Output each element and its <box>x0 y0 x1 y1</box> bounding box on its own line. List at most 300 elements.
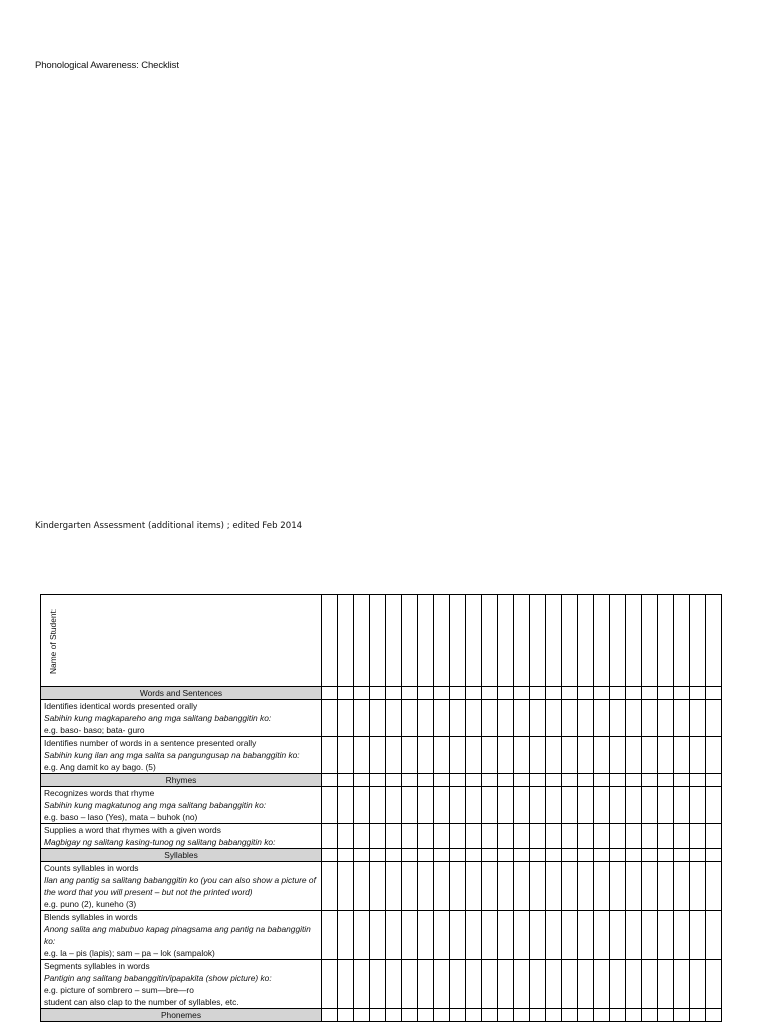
student-check-cell[interactable] <box>706 700 722 737</box>
student-check-cell[interactable] <box>434 1009 450 1022</box>
student-check-cell[interactable] <box>530 849 546 862</box>
student-check-cell[interactable] <box>658 824 674 849</box>
student-check-cell[interactable] <box>338 824 354 849</box>
student-check-cell[interactable] <box>578 787 594 824</box>
student-check-cell[interactable] <box>338 774 354 787</box>
student-check-cell[interactable] <box>690 824 706 849</box>
student-check-cell[interactable] <box>498 849 514 862</box>
student-check-cell[interactable] <box>514 862 530 911</box>
student-check-cell[interactable] <box>482 687 498 700</box>
student-check-cell[interactable] <box>434 700 450 737</box>
student-check-cell[interactable] <box>338 787 354 824</box>
student-check-cell[interactable] <box>562 787 578 824</box>
student-check-cell[interactable] <box>626 849 642 862</box>
student-check-cell[interactable] <box>466 737 482 774</box>
student-check-cell[interactable] <box>386 700 402 737</box>
student-check-cell[interactable] <box>546 687 562 700</box>
student-check-cell[interactable] <box>578 960 594 1009</box>
student-check-cell[interactable] <box>690 700 706 737</box>
student-check-cell[interactable] <box>578 774 594 787</box>
student-check-cell[interactable] <box>658 687 674 700</box>
student-check-cell[interactable] <box>530 824 546 849</box>
student-check-cell[interactable] <box>466 862 482 911</box>
student-check-cell[interactable] <box>466 849 482 862</box>
student-check-cell[interactable] <box>498 774 514 787</box>
student-check-cell[interactable] <box>370 849 386 862</box>
student-check-cell[interactable] <box>626 595 642 687</box>
student-check-cell[interactable] <box>594 700 610 737</box>
student-check-cell[interactable] <box>514 737 530 774</box>
student-check-cell[interactable] <box>386 687 402 700</box>
student-check-cell[interactable] <box>530 737 546 774</box>
student-check-cell[interactable] <box>626 700 642 737</box>
student-check-cell[interactable] <box>498 824 514 849</box>
student-check-cell[interactable] <box>322 787 338 824</box>
student-check-cell[interactable] <box>482 700 498 737</box>
student-check-cell[interactable] <box>370 595 386 687</box>
student-check-cell[interactable] <box>674 737 690 774</box>
student-check-cell[interactable] <box>578 849 594 862</box>
student-check-cell[interactable] <box>354 687 370 700</box>
student-check-cell[interactable] <box>322 774 338 787</box>
student-check-cell[interactable] <box>418 911 434 960</box>
student-check-cell[interactable] <box>322 960 338 1009</box>
student-check-cell[interactable] <box>354 960 370 1009</box>
student-check-cell[interactable] <box>578 595 594 687</box>
student-check-cell[interactable] <box>322 862 338 911</box>
student-check-cell[interactable] <box>594 595 610 687</box>
student-check-cell[interactable] <box>642 595 658 687</box>
student-check-cell[interactable] <box>450 737 466 774</box>
student-check-cell[interactable] <box>610 595 626 687</box>
student-check-cell[interactable] <box>338 595 354 687</box>
student-check-cell[interactable] <box>434 849 450 862</box>
student-check-cell[interactable] <box>658 911 674 960</box>
student-check-cell[interactable] <box>642 687 658 700</box>
student-check-cell[interactable] <box>322 687 338 700</box>
student-check-cell[interactable] <box>658 595 674 687</box>
student-check-cell[interactable] <box>642 911 658 960</box>
student-check-cell[interactable] <box>450 595 466 687</box>
student-check-cell[interactable] <box>562 911 578 960</box>
student-check-cell[interactable] <box>530 960 546 1009</box>
student-check-cell[interactable] <box>466 774 482 787</box>
student-check-cell[interactable] <box>546 862 562 911</box>
student-check-cell[interactable] <box>322 824 338 849</box>
student-check-cell[interactable] <box>354 700 370 737</box>
student-check-cell[interactable] <box>578 911 594 960</box>
student-check-cell[interactable] <box>610 700 626 737</box>
student-check-cell[interactable] <box>578 687 594 700</box>
student-check-cell[interactable] <box>402 862 418 911</box>
student-check-cell[interactable] <box>610 911 626 960</box>
student-check-cell[interactable] <box>626 960 642 1009</box>
student-check-cell[interactable] <box>706 849 722 862</box>
student-check-cell[interactable] <box>530 595 546 687</box>
student-check-cell[interactable] <box>402 687 418 700</box>
student-check-cell[interactable] <box>578 1009 594 1022</box>
student-check-cell[interactable] <box>658 960 674 1009</box>
student-check-cell[interactable] <box>498 911 514 960</box>
student-check-cell[interactable] <box>690 862 706 911</box>
student-check-cell[interactable] <box>626 774 642 787</box>
student-check-cell[interactable] <box>402 737 418 774</box>
student-check-cell[interactable] <box>354 774 370 787</box>
student-check-cell[interactable] <box>482 774 498 787</box>
student-check-cell[interactable] <box>386 1009 402 1022</box>
student-check-cell[interactable] <box>674 824 690 849</box>
student-check-cell[interactable] <box>690 911 706 960</box>
student-check-cell[interactable] <box>594 787 610 824</box>
student-check-cell[interactable] <box>658 737 674 774</box>
student-check-cell[interactable] <box>514 849 530 862</box>
student-check-cell[interactable] <box>450 1009 466 1022</box>
student-check-cell[interactable] <box>450 774 466 787</box>
student-check-cell[interactable] <box>338 737 354 774</box>
student-check-cell[interactable] <box>674 862 690 911</box>
student-check-cell[interactable] <box>626 911 642 960</box>
student-check-cell[interactable] <box>562 700 578 737</box>
student-check-cell[interactable] <box>386 849 402 862</box>
student-check-cell[interactable] <box>546 824 562 849</box>
student-check-cell[interactable] <box>418 1009 434 1022</box>
student-check-cell[interactable] <box>354 595 370 687</box>
student-check-cell[interactable] <box>690 1009 706 1022</box>
student-check-cell[interactable] <box>674 700 690 737</box>
student-check-cell[interactable] <box>482 787 498 824</box>
student-check-cell[interactable] <box>402 1009 418 1022</box>
student-check-cell[interactable] <box>338 687 354 700</box>
student-check-cell[interactable] <box>610 787 626 824</box>
student-check-cell[interactable] <box>594 687 610 700</box>
student-check-cell[interactable] <box>610 737 626 774</box>
student-check-cell[interactable] <box>706 774 722 787</box>
student-check-cell[interactable] <box>706 787 722 824</box>
student-check-cell[interactable] <box>482 1009 498 1022</box>
student-check-cell[interactable] <box>706 687 722 700</box>
student-check-cell[interactable] <box>530 911 546 960</box>
student-check-cell[interactable] <box>690 960 706 1009</box>
student-check-cell[interactable] <box>546 700 562 737</box>
student-check-cell[interactable] <box>594 1009 610 1022</box>
student-check-cell[interactable] <box>418 862 434 911</box>
student-check-cell[interactable] <box>674 849 690 862</box>
student-check-cell[interactable] <box>434 687 450 700</box>
student-check-cell[interactable] <box>530 862 546 911</box>
student-check-cell[interactable] <box>562 849 578 862</box>
student-check-cell[interactable] <box>386 862 402 911</box>
student-check-cell[interactable] <box>354 911 370 960</box>
student-check-cell[interactable] <box>450 911 466 960</box>
student-check-cell[interactable] <box>546 960 562 1009</box>
student-check-cell[interactable] <box>594 911 610 960</box>
student-check-cell[interactable] <box>482 849 498 862</box>
student-check-cell[interactable] <box>594 737 610 774</box>
student-check-cell[interactable] <box>418 849 434 862</box>
student-check-cell[interactable] <box>546 774 562 787</box>
student-check-cell[interactable] <box>322 911 338 960</box>
student-check-cell[interactable] <box>514 687 530 700</box>
student-check-cell[interactable] <box>434 595 450 687</box>
student-check-cell[interactable] <box>418 737 434 774</box>
student-check-cell[interactable] <box>514 774 530 787</box>
student-check-cell[interactable] <box>370 787 386 824</box>
student-check-cell[interactable] <box>642 824 658 849</box>
student-check-cell[interactable] <box>418 787 434 824</box>
student-check-cell[interactable] <box>610 1009 626 1022</box>
student-check-cell[interactable] <box>322 1009 338 1022</box>
student-check-cell[interactable] <box>386 737 402 774</box>
student-check-cell[interactable] <box>354 849 370 862</box>
student-check-cell[interactable] <box>578 700 594 737</box>
student-check-cell[interactable] <box>434 787 450 824</box>
student-check-cell[interactable] <box>370 824 386 849</box>
student-check-cell[interactable] <box>466 1009 482 1022</box>
student-check-cell[interactable] <box>626 1009 642 1022</box>
student-check-cell[interactable] <box>530 787 546 824</box>
student-check-cell[interactable] <box>658 787 674 824</box>
student-check-cell[interactable] <box>610 960 626 1009</box>
student-check-cell[interactable] <box>674 911 690 960</box>
student-check-cell[interactable] <box>450 960 466 1009</box>
student-check-cell[interactable] <box>562 774 578 787</box>
student-check-cell[interactable] <box>594 849 610 862</box>
student-check-cell[interactable] <box>498 687 514 700</box>
student-check-cell[interactable] <box>370 687 386 700</box>
student-check-cell[interactable] <box>466 960 482 1009</box>
student-check-cell[interactable] <box>642 849 658 862</box>
student-check-cell[interactable] <box>466 824 482 849</box>
student-check-cell[interactable] <box>594 960 610 1009</box>
student-check-cell[interactable] <box>370 911 386 960</box>
student-check-cell[interactable] <box>626 862 642 911</box>
student-check-cell[interactable] <box>562 824 578 849</box>
student-check-cell[interactable] <box>514 700 530 737</box>
student-check-cell[interactable] <box>690 849 706 862</box>
student-check-cell[interactable] <box>690 595 706 687</box>
student-check-cell[interactable] <box>706 737 722 774</box>
student-check-cell[interactable] <box>434 862 450 911</box>
student-check-cell[interactable] <box>642 700 658 737</box>
student-check-cell[interactable] <box>610 824 626 849</box>
student-check-cell[interactable] <box>642 862 658 911</box>
student-check-cell[interactable] <box>418 824 434 849</box>
student-check-cell[interactable] <box>402 787 418 824</box>
student-check-cell[interactable] <box>530 687 546 700</box>
student-check-cell[interactable] <box>402 700 418 737</box>
student-check-cell[interactable] <box>370 700 386 737</box>
student-check-cell[interactable] <box>690 774 706 787</box>
student-check-cell[interactable] <box>370 1009 386 1022</box>
student-check-cell[interactable] <box>434 911 450 960</box>
student-check-cell[interactable] <box>418 960 434 1009</box>
student-check-cell[interactable] <box>498 595 514 687</box>
student-check-cell[interactable] <box>466 687 482 700</box>
student-check-cell[interactable] <box>706 1009 722 1022</box>
student-check-cell[interactable] <box>482 911 498 960</box>
student-check-cell[interactable] <box>338 1009 354 1022</box>
student-check-cell[interactable] <box>658 849 674 862</box>
student-check-cell[interactable] <box>450 787 466 824</box>
student-check-cell[interactable] <box>530 700 546 737</box>
student-check-cell[interactable] <box>450 849 466 862</box>
student-check-cell[interactable] <box>498 700 514 737</box>
student-check-cell[interactable] <box>514 911 530 960</box>
student-check-cell[interactable] <box>658 1009 674 1022</box>
student-check-cell[interactable] <box>418 700 434 737</box>
student-check-cell[interactable] <box>610 687 626 700</box>
student-check-cell[interactable] <box>546 849 562 862</box>
student-check-cell[interactable] <box>562 1009 578 1022</box>
student-check-cell[interactable] <box>386 774 402 787</box>
student-check-cell[interactable] <box>450 687 466 700</box>
student-check-cell[interactable] <box>338 700 354 737</box>
student-check-cell[interactable] <box>498 960 514 1009</box>
student-check-cell[interactable] <box>466 787 482 824</box>
student-check-cell[interactable] <box>610 849 626 862</box>
student-check-cell[interactable] <box>402 849 418 862</box>
student-check-cell[interactable] <box>402 774 418 787</box>
student-check-cell[interactable] <box>658 700 674 737</box>
student-check-cell[interactable] <box>354 787 370 824</box>
student-check-cell[interactable] <box>450 862 466 911</box>
student-check-cell[interactable] <box>482 824 498 849</box>
student-check-cell[interactable] <box>434 960 450 1009</box>
student-check-cell[interactable] <box>338 911 354 960</box>
student-check-cell[interactable] <box>562 595 578 687</box>
student-check-cell[interactable] <box>690 687 706 700</box>
student-check-cell[interactable] <box>578 862 594 911</box>
student-check-cell[interactable] <box>322 849 338 862</box>
student-check-cell[interactable] <box>690 787 706 824</box>
student-check-cell[interactable] <box>354 1009 370 1022</box>
student-check-cell[interactable] <box>418 595 434 687</box>
student-check-cell[interactable] <box>498 787 514 824</box>
student-check-cell[interactable] <box>386 595 402 687</box>
student-check-cell[interactable] <box>706 862 722 911</box>
student-check-cell[interactable] <box>706 824 722 849</box>
student-check-cell[interactable] <box>322 700 338 737</box>
student-check-cell[interactable] <box>322 595 338 687</box>
student-check-cell[interactable] <box>706 960 722 1009</box>
student-check-cell[interactable] <box>338 849 354 862</box>
student-check-cell[interactable] <box>562 687 578 700</box>
student-check-cell[interactable] <box>642 960 658 1009</box>
student-check-cell[interactable] <box>594 774 610 787</box>
student-check-cell[interactable] <box>642 774 658 787</box>
student-check-cell[interactable] <box>658 774 674 787</box>
student-check-cell[interactable] <box>466 595 482 687</box>
student-check-cell[interactable] <box>498 1009 514 1022</box>
student-check-cell[interactable] <box>354 737 370 774</box>
student-check-cell[interactable] <box>610 862 626 911</box>
student-check-cell[interactable] <box>354 862 370 911</box>
student-check-cell[interactable] <box>386 960 402 1009</box>
student-check-cell[interactable] <box>578 824 594 849</box>
student-check-cell[interactable] <box>562 737 578 774</box>
student-check-cell[interactable] <box>594 862 610 911</box>
student-check-cell[interactable] <box>642 1009 658 1022</box>
student-check-cell[interactable] <box>706 595 722 687</box>
student-check-cell[interactable] <box>642 737 658 774</box>
student-check-cell[interactable] <box>626 687 642 700</box>
student-check-cell[interactable] <box>514 824 530 849</box>
student-check-cell[interactable] <box>418 687 434 700</box>
student-check-cell[interactable] <box>674 787 690 824</box>
student-check-cell[interactable] <box>626 824 642 849</box>
student-check-cell[interactable] <box>482 960 498 1009</box>
student-check-cell[interactable] <box>546 787 562 824</box>
student-check-cell[interactable] <box>370 960 386 1009</box>
student-check-cell[interactable] <box>514 1009 530 1022</box>
student-check-cell[interactable] <box>466 911 482 960</box>
student-check-cell[interactable] <box>674 774 690 787</box>
student-check-cell[interactable] <box>370 737 386 774</box>
student-check-cell[interactable] <box>402 960 418 1009</box>
student-check-cell[interactable] <box>674 687 690 700</box>
student-check-cell[interactable] <box>386 824 402 849</box>
student-check-cell[interactable] <box>674 1009 690 1022</box>
student-check-cell[interactable] <box>530 1009 546 1022</box>
student-check-cell[interactable] <box>514 960 530 1009</box>
student-check-cell[interactable] <box>466 700 482 737</box>
student-check-cell[interactable] <box>674 595 690 687</box>
student-check-cell[interactable] <box>514 787 530 824</box>
student-check-cell[interactable] <box>354 824 370 849</box>
student-check-cell[interactable] <box>578 737 594 774</box>
student-check-cell[interactable] <box>562 862 578 911</box>
student-check-cell[interactable] <box>402 824 418 849</box>
student-check-cell[interactable] <box>434 774 450 787</box>
student-check-cell[interactable] <box>546 737 562 774</box>
student-check-cell[interactable] <box>562 960 578 1009</box>
student-check-cell[interactable] <box>450 824 466 849</box>
student-check-cell[interactable] <box>690 737 706 774</box>
student-check-cell[interactable] <box>338 960 354 1009</box>
student-check-cell[interactable] <box>706 911 722 960</box>
student-check-cell[interactable] <box>546 1009 562 1022</box>
student-check-cell[interactable] <box>434 737 450 774</box>
student-check-cell[interactable] <box>674 960 690 1009</box>
student-check-cell[interactable] <box>514 595 530 687</box>
student-check-cell[interactable] <box>402 595 418 687</box>
student-check-cell[interactable] <box>418 774 434 787</box>
student-check-cell[interactable] <box>482 595 498 687</box>
student-check-cell[interactable] <box>498 862 514 911</box>
student-check-cell[interactable] <box>546 595 562 687</box>
student-check-cell[interactable] <box>434 824 450 849</box>
student-check-cell[interactable] <box>642 787 658 824</box>
student-check-cell[interactable] <box>482 737 498 774</box>
student-check-cell[interactable] <box>626 787 642 824</box>
student-check-cell[interactable] <box>322 737 338 774</box>
student-check-cell[interactable] <box>386 787 402 824</box>
student-check-cell[interactable] <box>482 862 498 911</box>
student-check-cell[interactable] <box>450 700 466 737</box>
student-check-cell[interactable] <box>402 911 418 960</box>
student-check-cell[interactable] <box>546 911 562 960</box>
student-check-cell[interactable] <box>658 862 674 911</box>
student-check-cell[interactable] <box>530 774 546 787</box>
student-check-cell[interactable] <box>594 824 610 849</box>
student-check-cell[interactable] <box>370 862 386 911</box>
student-check-cell[interactable] <box>386 911 402 960</box>
student-check-cell[interactable] <box>626 737 642 774</box>
student-check-cell[interactable] <box>610 774 626 787</box>
student-check-cell[interactable] <box>498 737 514 774</box>
student-check-cell[interactable] <box>370 774 386 787</box>
student-check-cell[interactable] <box>338 862 354 911</box>
